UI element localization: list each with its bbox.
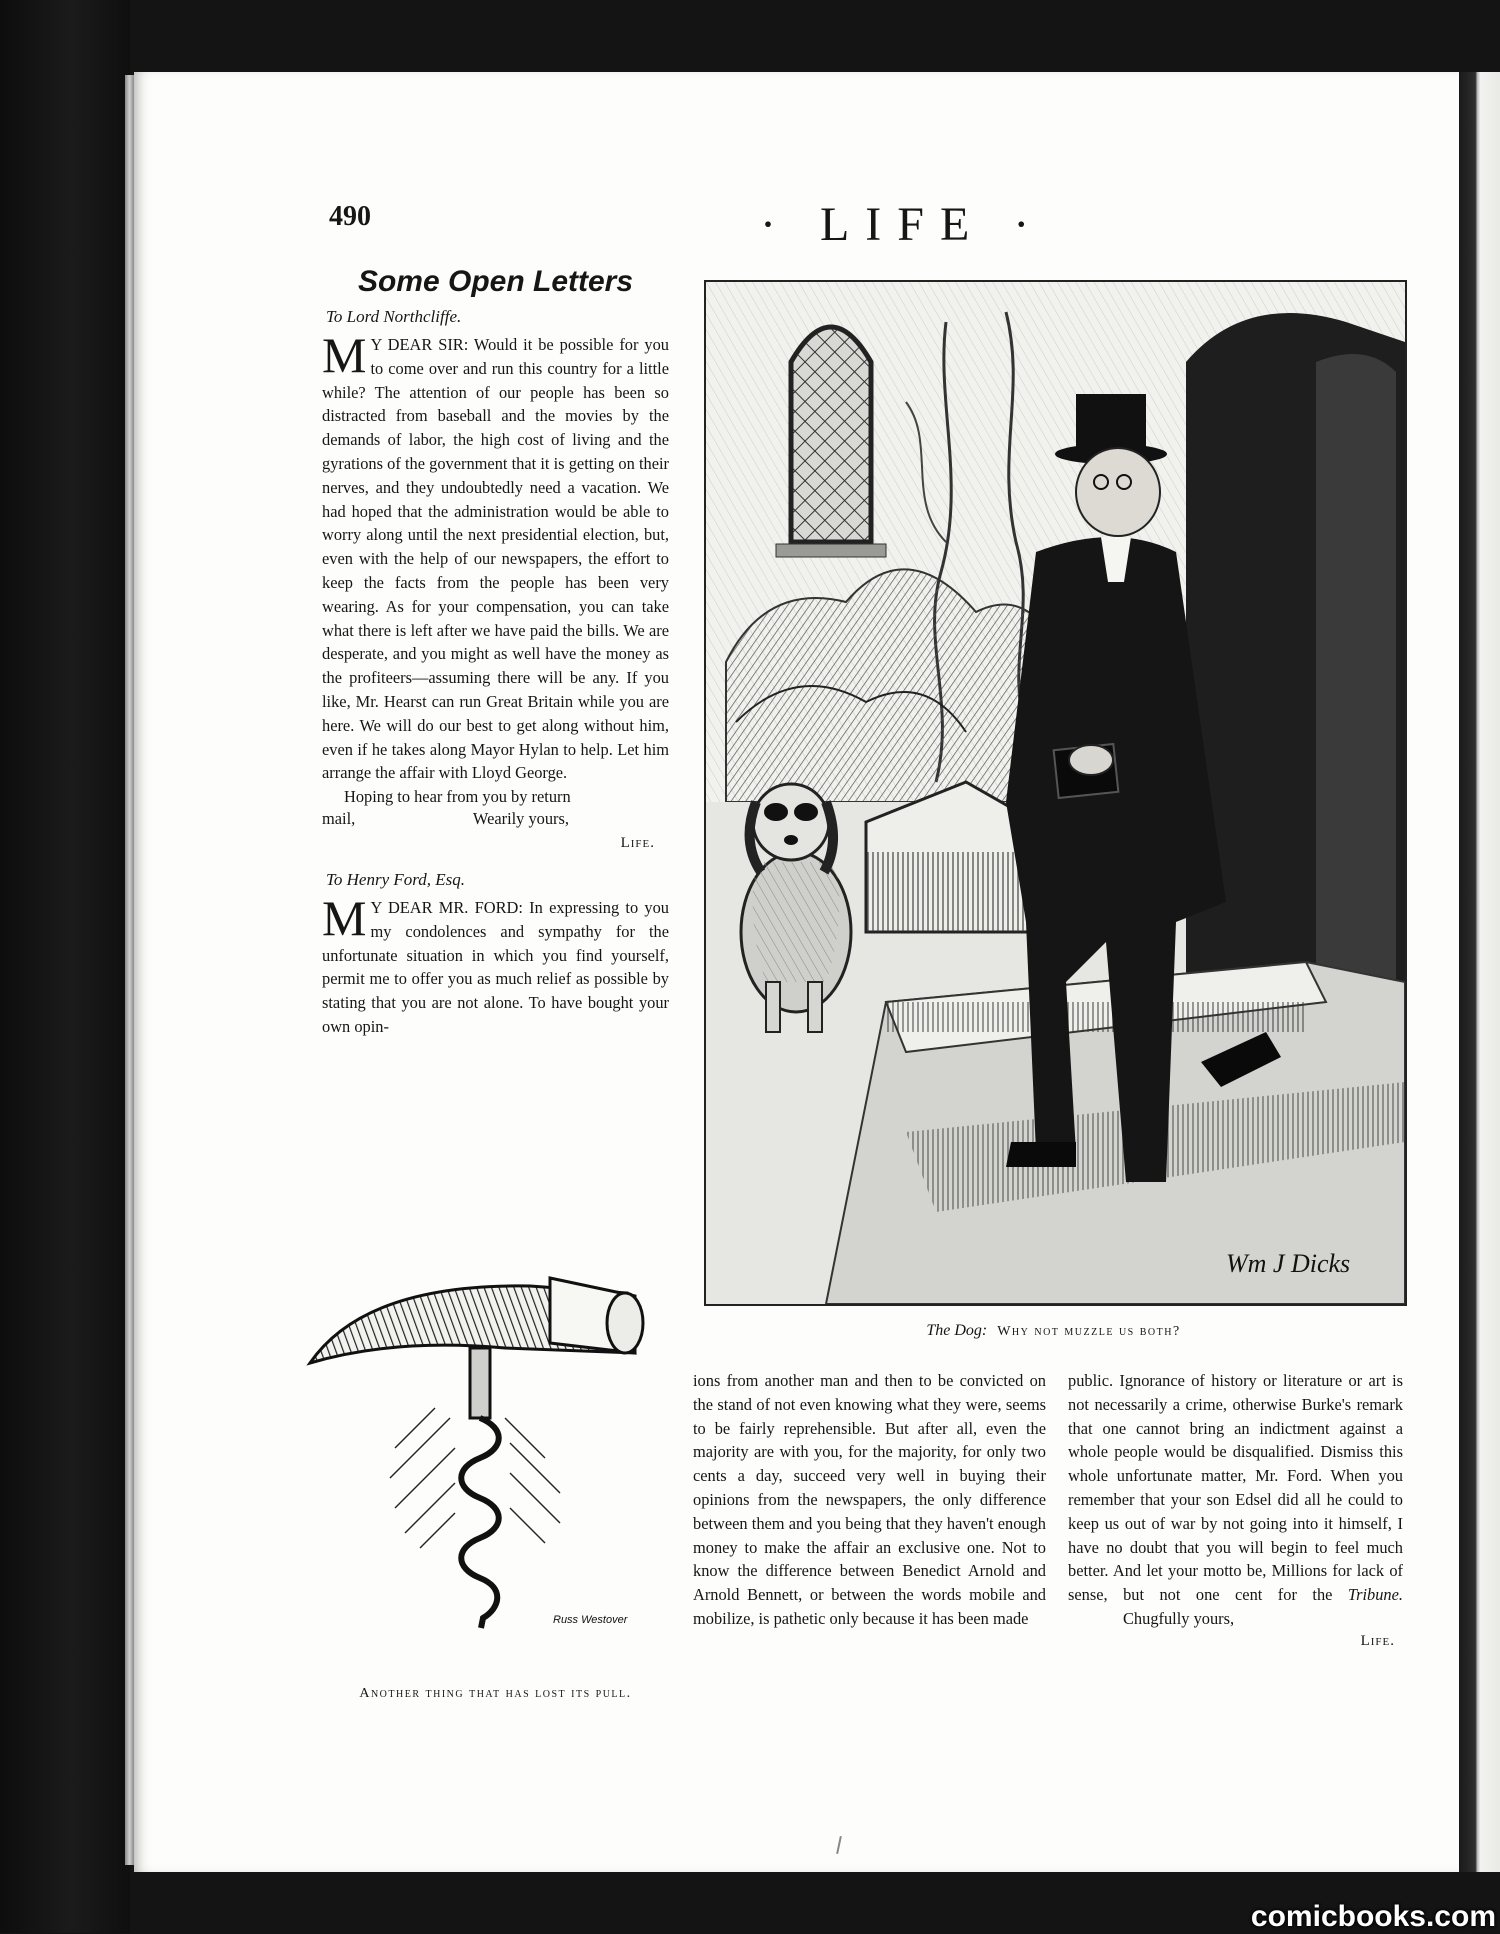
page-number: 490 <box>329 201 371 232</box>
letter1-closing-mail: mail, <box>322 808 356 828</box>
caption-speaker: The Dog: <box>926 1322 988 1339</box>
corkscrew-caption: Another thing that has lost its pull. <box>359 1686 632 1701</box>
article-column-2 <box>693 1369 1046 1631</box>
letter1-signature: Life. <box>620 834 655 851</box>
book-spine <box>1459 72 1500 1872</box>
letter2-body-col1 <box>322 889 669 1039</box>
corkscrew-drawing <box>305 1268 675 1658</box>
letter1-text: Y DEAR SIR: Would it be possible for you to come over and run this country for a little while? The attention of our people has been so distracted from baseball and the movies by the demands of labor, the high cost of living and the gyrations of the government that it is getting on their nerves, and they undoubtedly need a vacation. We had hoped that the administration would be able to worry along until the next presidential election, but, even with the help of our newspapers, the effort to keep the facts from the people has been very wearing. As for your compensation, you can take what there is left after we have paid the bills. We are desperate, and you might as well have the money as the profiteers—assuming there will be any. If you like, Mr. Hearst can run Great Britain while you are here. We will do our best to get along without him, even if he takes along Mayor Hylan to help. Let him arrange the affair with Lloyd George. <box>322 335 669 783</box>
letter2-text-col1: Y DEAR MR. FORD: In expressing to you my condolences and sympathy for the unfortunate situation in which you find yourself, permit me to offer you as much relief as possible by stating that you are not alone. To have bought your own opin- <box>322 897 669 1036</box>
cartoon-artist-signature: Wm J Dicks <box>1226 1249 1351 1278</box>
letter2-closing: Chugfully yours, <box>1123 1608 1235 1628</box>
letter2-body-col3 <box>1068 1369 1403 1631</box>
letter2-dropcap: M <box>322 889 367 946</box>
letter1-closing: Wearily yours, <box>472 808 569 828</box>
corkscrew-artist-signature: Russ Westover <box>553 1614 628 1626</box>
page-edge <box>125 75 134 1865</box>
masthead: · LIFE · <box>760 198 1046 251</box>
letter1-dropcap: M <box>322 327 367 383</box>
source-watermark: comicbooks.com <box>1250 1900 1496 1933</box>
letter2-tribune: Tribune. <box>1347 1585 1403 1605</box>
caption-line: Why not muzzle us both? <box>997 1324 1181 1339</box>
dark-background-left <box>0 0 130 1933</box>
church-window <box>791 327 871 542</box>
cartoon-illustration <box>704 280 1407 1306</box>
corkscrew-spiral <box>461 1418 499 1628</box>
article-title: Some Open Letters <box>357 265 634 298</box>
letter2-body-col2: ions from another man and then to be convicted on the stand of not even knowing what they were, seems to be fairly reprehensible. But after all, even the majority are with you, for the majority, for only two cents a day, succeed very well in buying their opinions from the newspapers, the only difference between them and you being that they haven't enough money to make the affair an exclusive one. Not to know the difference between Benedict Arnold and Arnold Bennett, or between the words mobile and mobilize, is pathetic only because it has been made <box>693 1371 1046 1628</box>
letter1-closing-line <box>322 809 669 829</box>
letter1-recipient: To Lord Northcliffe. <box>326 307 462 326</box>
cartoon-caption <box>704 1322 1403 1340</box>
letter2-recipient: To Henry Ford, Esq. <box>326 869 465 889</box>
article-column-3 <box>1068 1369 1403 1650</box>
letter1-closing-intro: Hoping to hear from you by return <box>344 787 571 807</box>
letter1-body <box>322 327 669 785</box>
letter2-start <box>322 870 669 1039</box>
letter2-signature: Life. <box>1360 1632 1395 1649</box>
cartoon-drawing <box>706 282 1405 1304</box>
corkscrew-illustration <box>305 1268 675 1658</box>
letter2-text-col3: public. Ignorance of history or literature or art is not necessarily a crime, otherwise Burke's remark that one cannot bring an indictment against a whole people would be disqualified. Dismiss this whole unfortunate matter, Mr. Ford. When you remember that your son Edsel did all he could to keep us out of war by not going into it himself, I have no doubt that you will begin to feel much better. And let your motto be, Millions for lack of sense, but not one cent for the <box>1068 1371 1403 1605</box>
article-column-1 <box>322 265 669 1039</box>
